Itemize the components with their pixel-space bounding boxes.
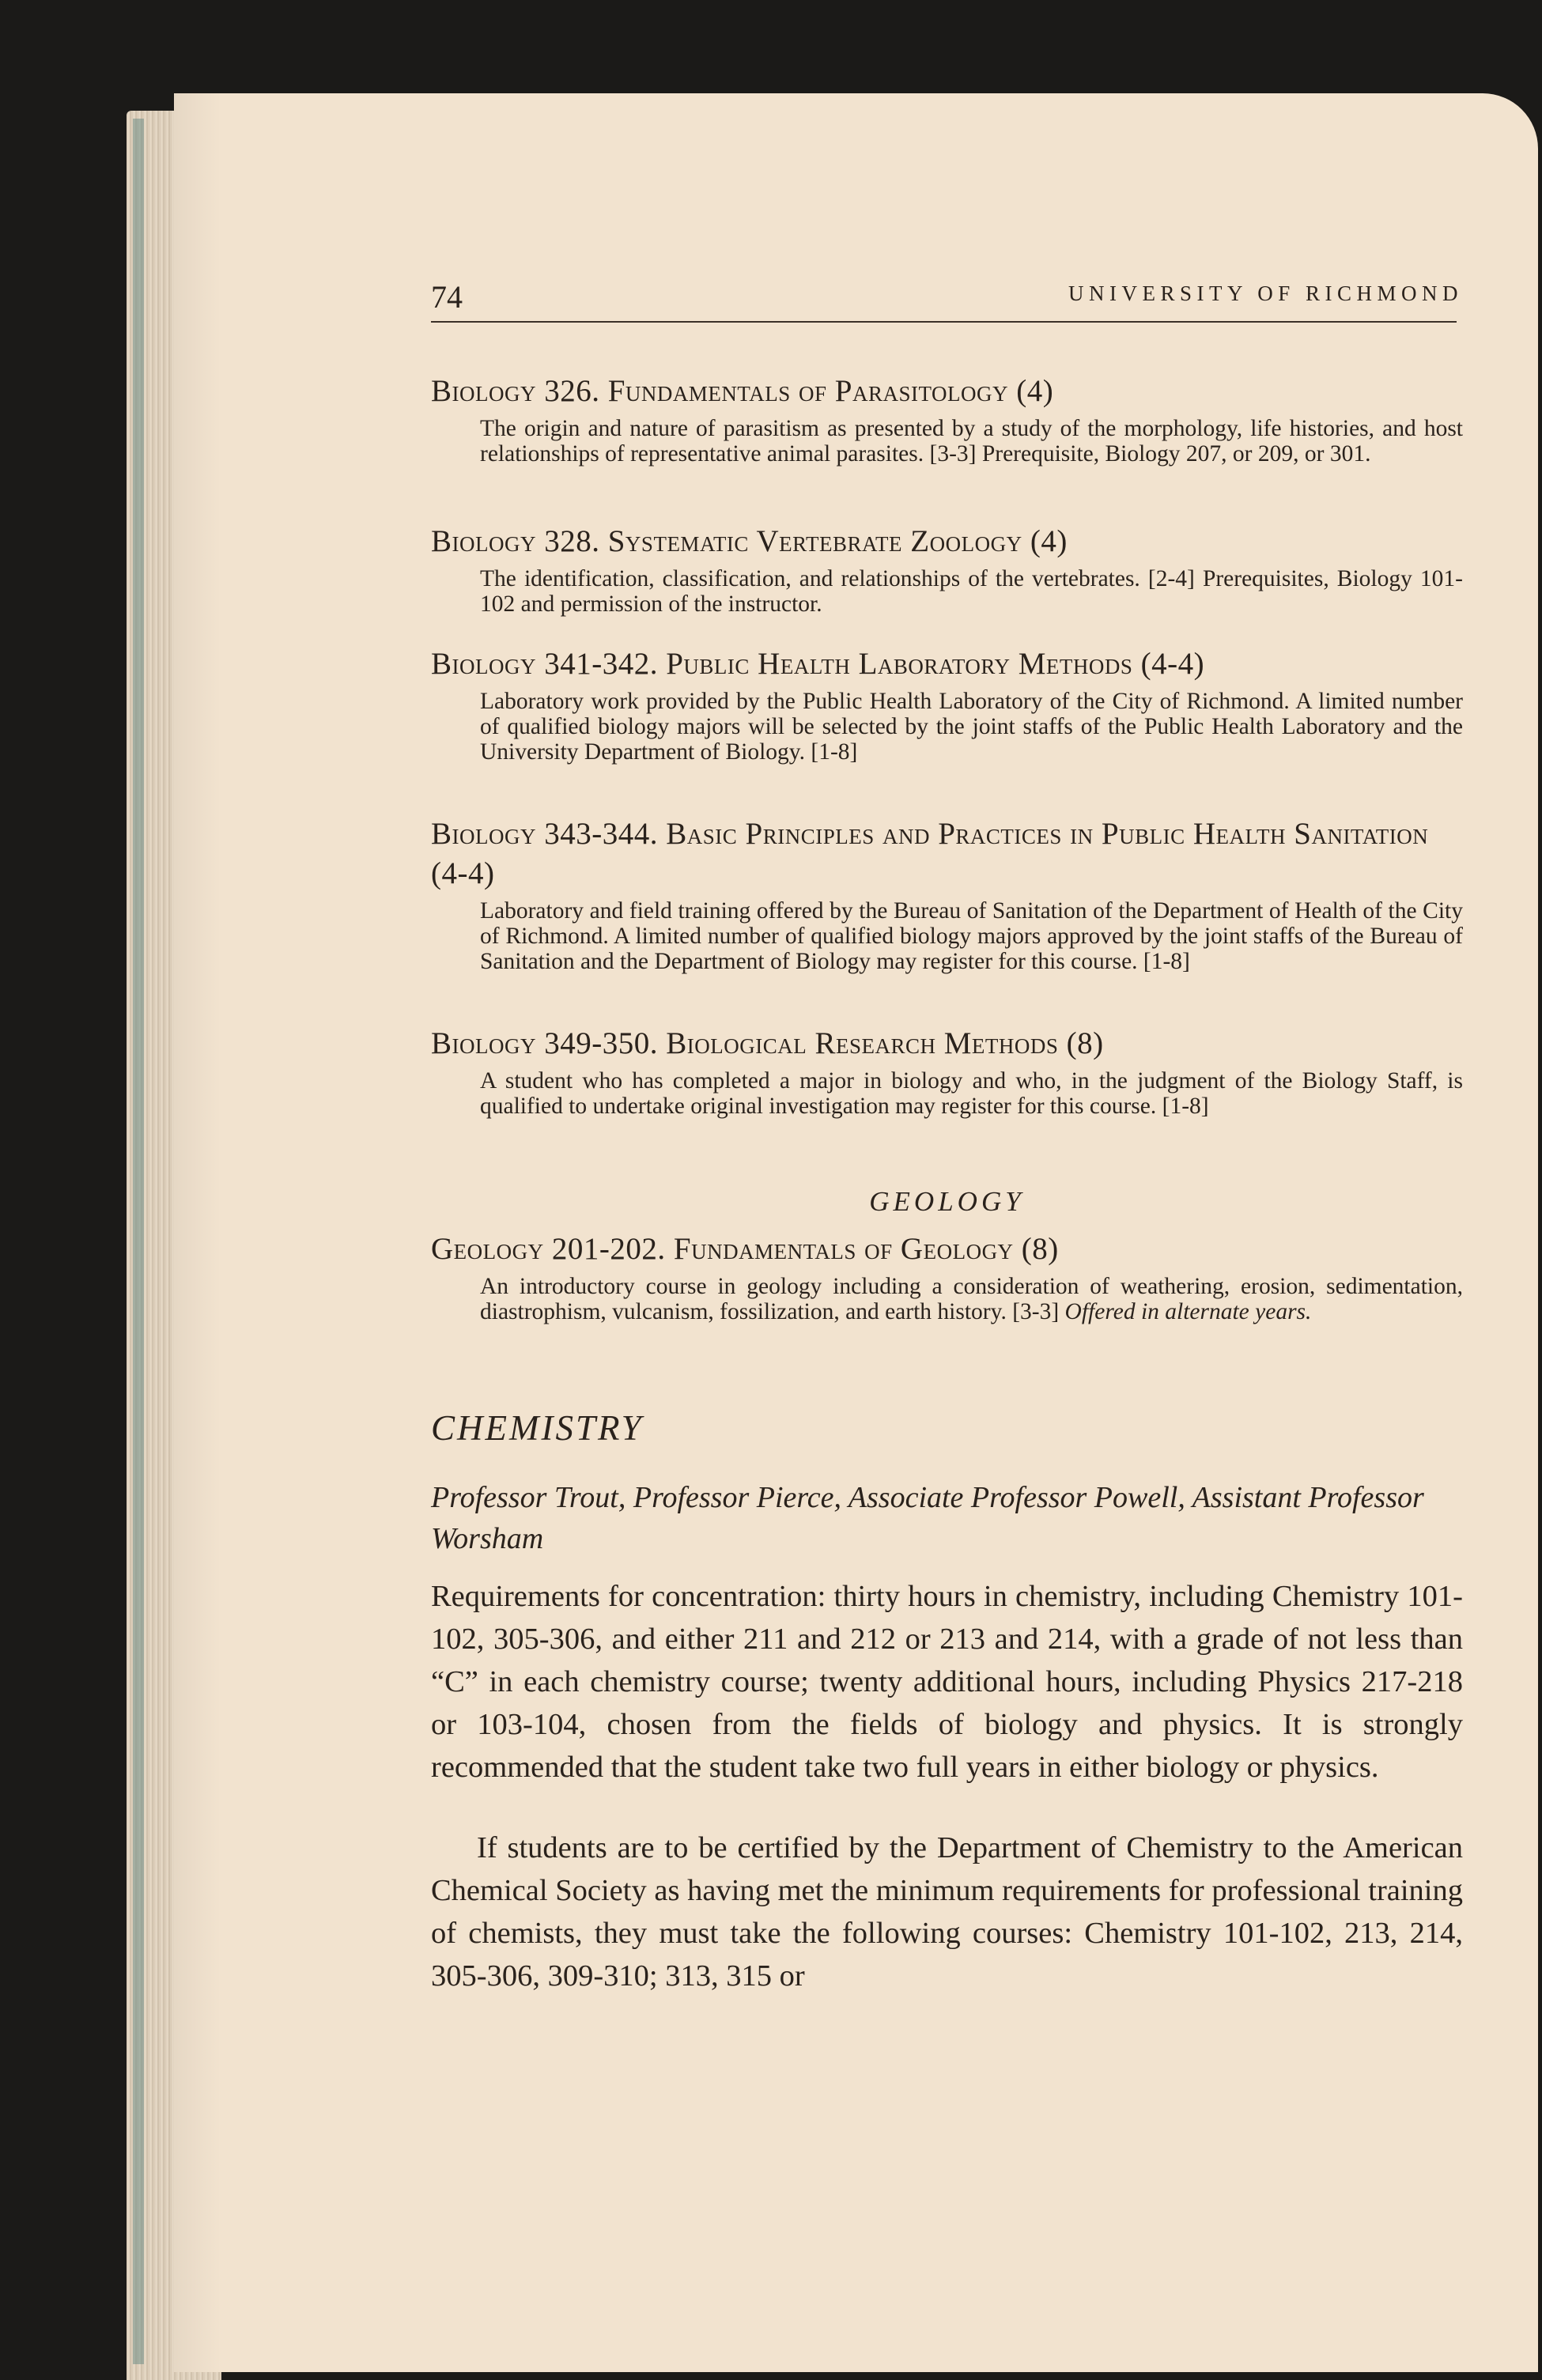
course-entry bbox=[431, 522, 1463, 617]
certification-paragraph: If students are to be certified by the Department of Chemistry to the American Chemical Society as having met the minimum requirements for professional training of chemists, they must take the following courses: Chemistry 101-102, 213, 214, 305-306, 309-310; 313, 315 or bbox=[431, 1831, 1463, 1993]
course-entry bbox=[431, 1230, 1463, 1324]
course-description: The identification, classification, and relationships of the vertebrates. [2-4] Prerequisites, Biology 101-102 and permission of the instructor. bbox=[480, 566, 1463, 617]
page-edge-shadow bbox=[133, 119, 144, 2364]
course-title: Biology 326. Fundamentals of Parasitology (4) bbox=[431, 374, 1054, 408]
course-title: Biology 328. Systematic Vertebrate Zoology (4) bbox=[431, 524, 1068, 558]
course-entry bbox=[431, 644, 1463, 765]
course-description: Laboratory work provided by the Public Health Laboratory of the City of Richmond. A limited number of qualified biology majors will be selected by the joint staffs of the Public Health Laboratory and the University Department of Biology. [1-8] bbox=[480, 689, 1463, 765]
course-title: Biology 341-342. Public Health Laboratory Methods (4-4) bbox=[431, 647, 1205, 681]
description-text: An introductory course in geology including a consideration of weathering, erosion, sedimentation, diastrophism, vulcanism, fossilization, and earth history. [3-3] bbox=[480, 1274, 1463, 1324]
course-title: Geology 201-202. Fundamentals of Geology (8) bbox=[431, 1232, 1059, 1266]
header-title: UNIVERSITY OF RICHMOND bbox=[1068, 281, 1463, 305]
course-title: Biology 343-344. Basic Principles and Practices in Public Health Sanitation (4-4) bbox=[431, 817, 1429, 890]
alternate-years-note: Offered in alternate years. bbox=[1064, 1299, 1312, 1324]
course-description: Laboratory and field training offered by the Bureau of Sanitation of the Department of Health of the City of Richmond. A limited number of qualified biology majors approved by the joint staffs of the Bureau of Sanitation and the Department of Biology may register for this course. [1-8] bbox=[480, 898, 1463, 974]
requirements-paragraph: Requirements for concentration: thirty hours in chemistry, including Chemistry 101-102, 305-306, and either 211 and 212 or 213 and 214, with a grade of not less than “C” in each chemistry course; twenty additional hours, including Physics 217-218 or 103-104, chosen from the fields of biology and physics. It is strongly recommended that the student take two full years in either biology or physics. bbox=[431, 1580, 1463, 1784]
page-number: 74 bbox=[431, 279, 463, 315]
course-entry bbox=[431, 1024, 1463, 1119]
course-description bbox=[480, 1274, 1463, 1324]
faculty-list: Professor Trout, Professor Pierce, Associate Professor Powell, Assistant Professor Worsham bbox=[431, 1481, 1424, 1555]
course-description: The origin and nature of parasitism as presented by a study of the morphology, life histories, and host relationships of representative animal parasites. [3-3] Prerequisite, Biology 207, or 209, or 301. bbox=[480, 416, 1463, 467]
department-heading: CHEMISTRY bbox=[431, 1408, 644, 1448]
course-title: Biology 349-350. Biological Research Methods (8) bbox=[431, 1026, 1104, 1060]
section-label-geology: GEOLOGY bbox=[869, 1186, 1025, 1217]
course-entry bbox=[431, 372, 1463, 467]
running-head bbox=[257, 278, 1463, 326]
course-description: A student who has completed a major in biology and who, in the judgment of the Biology Staff, is qualified to undertake original investigation may register for this course. [1-8] bbox=[480, 1068, 1463, 1119]
header-rule bbox=[431, 321, 1457, 323]
course-entry bbox=[431, 814, 1463, 974]
